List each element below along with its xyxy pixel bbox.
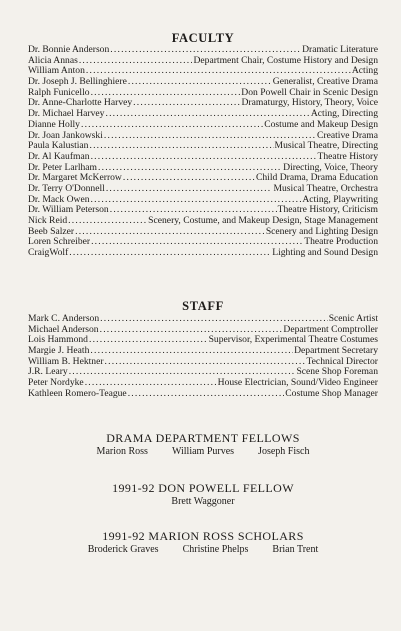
faculty-row-title: Creative Drama xyxy=(317,129,378,141)
staff-row-title: House Electrician, Sound/Video Engineer xyxy=(217,377,378,389)
faculty-row-name: Ralph Funicello xyxy=(28,86,90,98)
faculty-row-name: Dr. Joan Jankowski xyxy=(28,129,103,141)
faculty-row-title: Musical Theatre, Orchestra xyxy=(273,182,378,194)
faculty-row xyxy=(28,248,378,259)
faculty-row-title: Acting, Playwriting xyxy=(302,193,378,205)
faculty-row-name: CraigWolf xyxy=(28,247,69,259)
faculty-row xyxy=(28,152,378,163)
staff-row-title: Scenic Artist xyxy=(328,313,378,324)
don-powell-fellow-name: Brett Waggoner xyxy=(171,496,235,507)
staff-row-title: Department Secretary xyxy=(294,345,378,357)
staff-row-name: Michael Anderson xyxy=(28,323,99,335)
faculty-row-name: Dr. Michael Harvey xyxy=(28,108,105,120)
dot-leader xyxy=(133,98,240,109)
staff-list xyxy=(28,314,378,400)
dot-leader xyxy=(123,173,255,184)
dot-leader xyxy=(89,335,208,346)
faculty-row-name: Dr. Peter Larlham xyxy=(28,161,97,173)
scholar-name: Brian Trent xyxy=(272,544,319,555)
fellow-name: William Purves xyxy=(171,446,235,457)
staff-row-name: Peter Nordyke xyxy=(28,377,84,389)
faculty-row-title: Dramaturgy, History, Theory, Voice xyxy=(241,97,378,109)
faculty-row-title: Musical Theatre, Directing xyxy=(274,140,378,152)
dot-leader xyxy=(91,152,317,163)
dot-leader xyxy=(106,184,273,195)
staff-row-title: Costume Shop Manager xyxy=(285,387,378,399)
faculty-row-name: Dr. Joseph J. Bellinghiere xyxy=(28,76,127,88)
dot-leader xyxy=(90,346,293,357)
fellow-name: Marion Ross xyxy=(96,446,148,457)
don-powell-fellow-names xyxy=(28,496,378,508)
faculty-row-title: Child Drama, Drama Education xyxy=(255,172,378,184)
dot-leader xyxy=(91,195,302,206)
faculty-row-name: Dr. Anne-Charlotte Harvey xyxy=(28,97,133,109)
dot-leader xyxy=(128,389,285,400)
staff-row-name: Kathleen Romero-Teague xyxy=(28,387,127,399)
faculty-row-name: Dr. Al Kaufman xyxy=(28,150,90,162)
staff-row xyxy=(28,389,378,400)
faculty-row-name: Dr. William Peterson xyxy=(28,204,109,216)
staff-row-name: William B. Hektner xyxy=(28,355,104,367)
faculty-row-title: Dramatic Literature xyxy=(302,44,378,55)
faculty-row-name: Dr. Mack Owen xyxy=(28,193,90,205)
faculty-row-name: Paula Kalustian xyxy=(28,140,89,152)
faculty-row-name: Dr. Bonnie Anderson xyxy=(28,44,110,55)
dot-leader xyxy=(75,227,265,238)
faculty-row-name: Nick Reid xyxy=(28,215,68,226)
faculty-row-title: Department Chair, Costume History and Design xyxy=(193,54,378,66)
faculty-row-title: Acting, Directing xyxy=(310,108,378,120)
faculty-row-title: Lighting and Sound Design xyxy=(272,247,378,259)
faculty-row-title: Theatre History xyxy=(317,150,378,162)
faculty-row xyxy=(28,120,378,131)
scholar-name: Christine Phelps xyxy=(182,544,249,555)
staff-row-name: J.R. Leary xyxy=(28,366,68,378)
faculty-row-title: Acting xyxy=(351,65,378,77)
faculty-row-name: Dr. Terry O'Donnell xyxy=(28,182,105,194)
marion-ross-scholars-names xyxy=(28,544,378,556)
faculty-row-title: Costume and Makeup Design xyxy=(264,118,378,130)
staff-row-title: Department Comptroller xyxy=(283,323,378,335)
faculty-row-title: Scenery and Lighting Design xyxy=(265,225,378,237)
faculty-row-title: Directing, Voice, Theory xyxy=(283,161,378,173)
faculty-row-name: Beeb Salzer xyxy=(28,225,75,237)
faculty-row-name: Dr. Margaret McKerrow xyxy=(28,172,122,184)
faculty-row-name: Loren Schreiber xyxy=(28,236,91,248)
scholar-name: Broderick Graves xyxy=(87,544,159,555)
staff-row-title: Technical Director xyxy=(306,355,378,367)
staff-row-name: Lois Hammond xyxy=(28,334,88,346)
staff-row-name: Margie J. Heath xyxy=(28,345,90,357)
dot-leader xyxy=(79,56,193,67)
faculty-row-name: Alicia Annas xyxy=(28,54,78,66)
faculty-list xyxy=(28,45,378,259)
faculty-heading: FACULTY xyxy=(171,31,235,45)
staff-heading: STAFF xyxy=(182,299,224,313)
staff-row-name: Mark C. Anderson xyxy=(28,313,100,324)
don-powell-fellow-heading: 1991-92 DON POWELL FELLOW xyxy=(112,481,294,495)
dot-leader xyxy=(68,216,147,227)
faculty-row-title: Theatre History, Criticism xyxy=(277,204,378,216)
marion-ross-scholars-heading: 1991-92 MARION ROSS SCHOLARS xyxy=(102,529,304,543)
dot-leader xyxy=(98,163,282,174)
staff-row-title: Scene Shop Foreman xyxy=(296,366,378,378)
fellow-name: Joseph Fisch xyxy=(258,446,310,457)
fellows-heading: DRAMA DEPARTMENT FELLOWS xyxy=(106,431,300,445)
dot-leader xyxy=(89,141,273,152)
faculty-row-title: Theatre Production xyxy=(304,236,378,248)
dot-leader xyxy=(81,120,263,131)
dot-leader xyxy=(105,357,306,368)
staff-row-title: Supervisor, Experimental Theatre Costumes xyxy=(208,334,378,346)
dot-leader xyxy=(69,248,271,259)
faculty-row-title: Generalist, Creative Drama xyxy=(272,76,378,88)
faculty-row-name: William Anton xyxy=(28,65,85,77)
fellows-names xyxy=(28,446,378,458)
faculty-row-title: Don Powell Chair in Scenic Design xyxy=(241,86,378,98)
faculty-row-name: Dianne Holly xyxy=(28,118,80,130)
faculty-row-title: Scenery, Costume, and Makeup Design, Stage Management xyxy=(148,215,378,226)
